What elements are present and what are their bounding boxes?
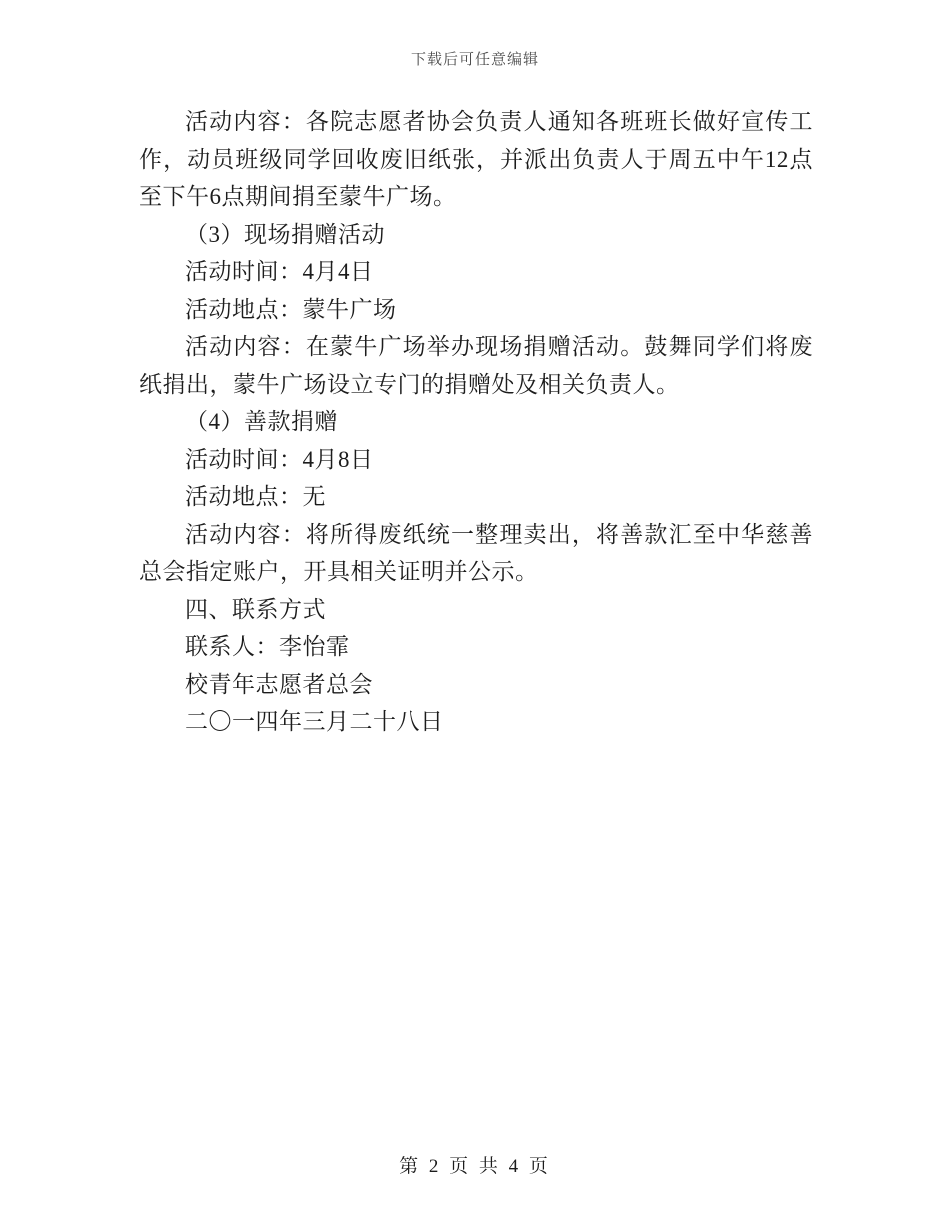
paragraph: （3）现场捐赠活动 (185, 221, 385, 247)
paragraph: （4）善款捐赠 (185, 409, 338, 434)
page-footer: 第 2 页 共 4 页 (399, 1156, 551, 1177)
paragraph: 活动地点：蒙牛广场 (185, 296, 397, 322)
paragraph: 活动地点：无 (185, 484, 326, 509)
paragraph: 活动内容：在蒙牛广场举办现场捐赠活动。鼓舞同学们将废纸捐出，蒙牛广场设立专门的捐赠处及相关负责人。 (139, 334, 813, 397)
paragraph: 校青年志愿者总会 (185, 671, 373, 697)
paragraph: 活动时间：4月8日 (185, 446, 374, 472)
paragraph: 活动内容：将所得废纸统一整理卖出，将善款汇至中华慈善总会指定账户，开具相关证明并公示。 (139, 521, 813, 584)
paragraph: 活动时间：4月4日 (185, 259, 374, 284)
paragraph: 活动内容：各院志愿者协会负责人通知各班班长做好宣传工作，动员班级同学回收废旧纸张，并派出负责人于周五中午12点至下午6点期间捐至蒙牛广场。 (139, 109, 813, 209)
paragraph: 二〇一四年三月二十八日 (185, 709, 444, 734)
header-note: 下载后可任意编辑 (410, 52, 539, 68)
document-body (139, 103, 813, 741)
paragraph: 联系人：李怡霏 (185, 634, 350, 659)
paragraph: 四、联系方式 (185, 596, 326, 622)
